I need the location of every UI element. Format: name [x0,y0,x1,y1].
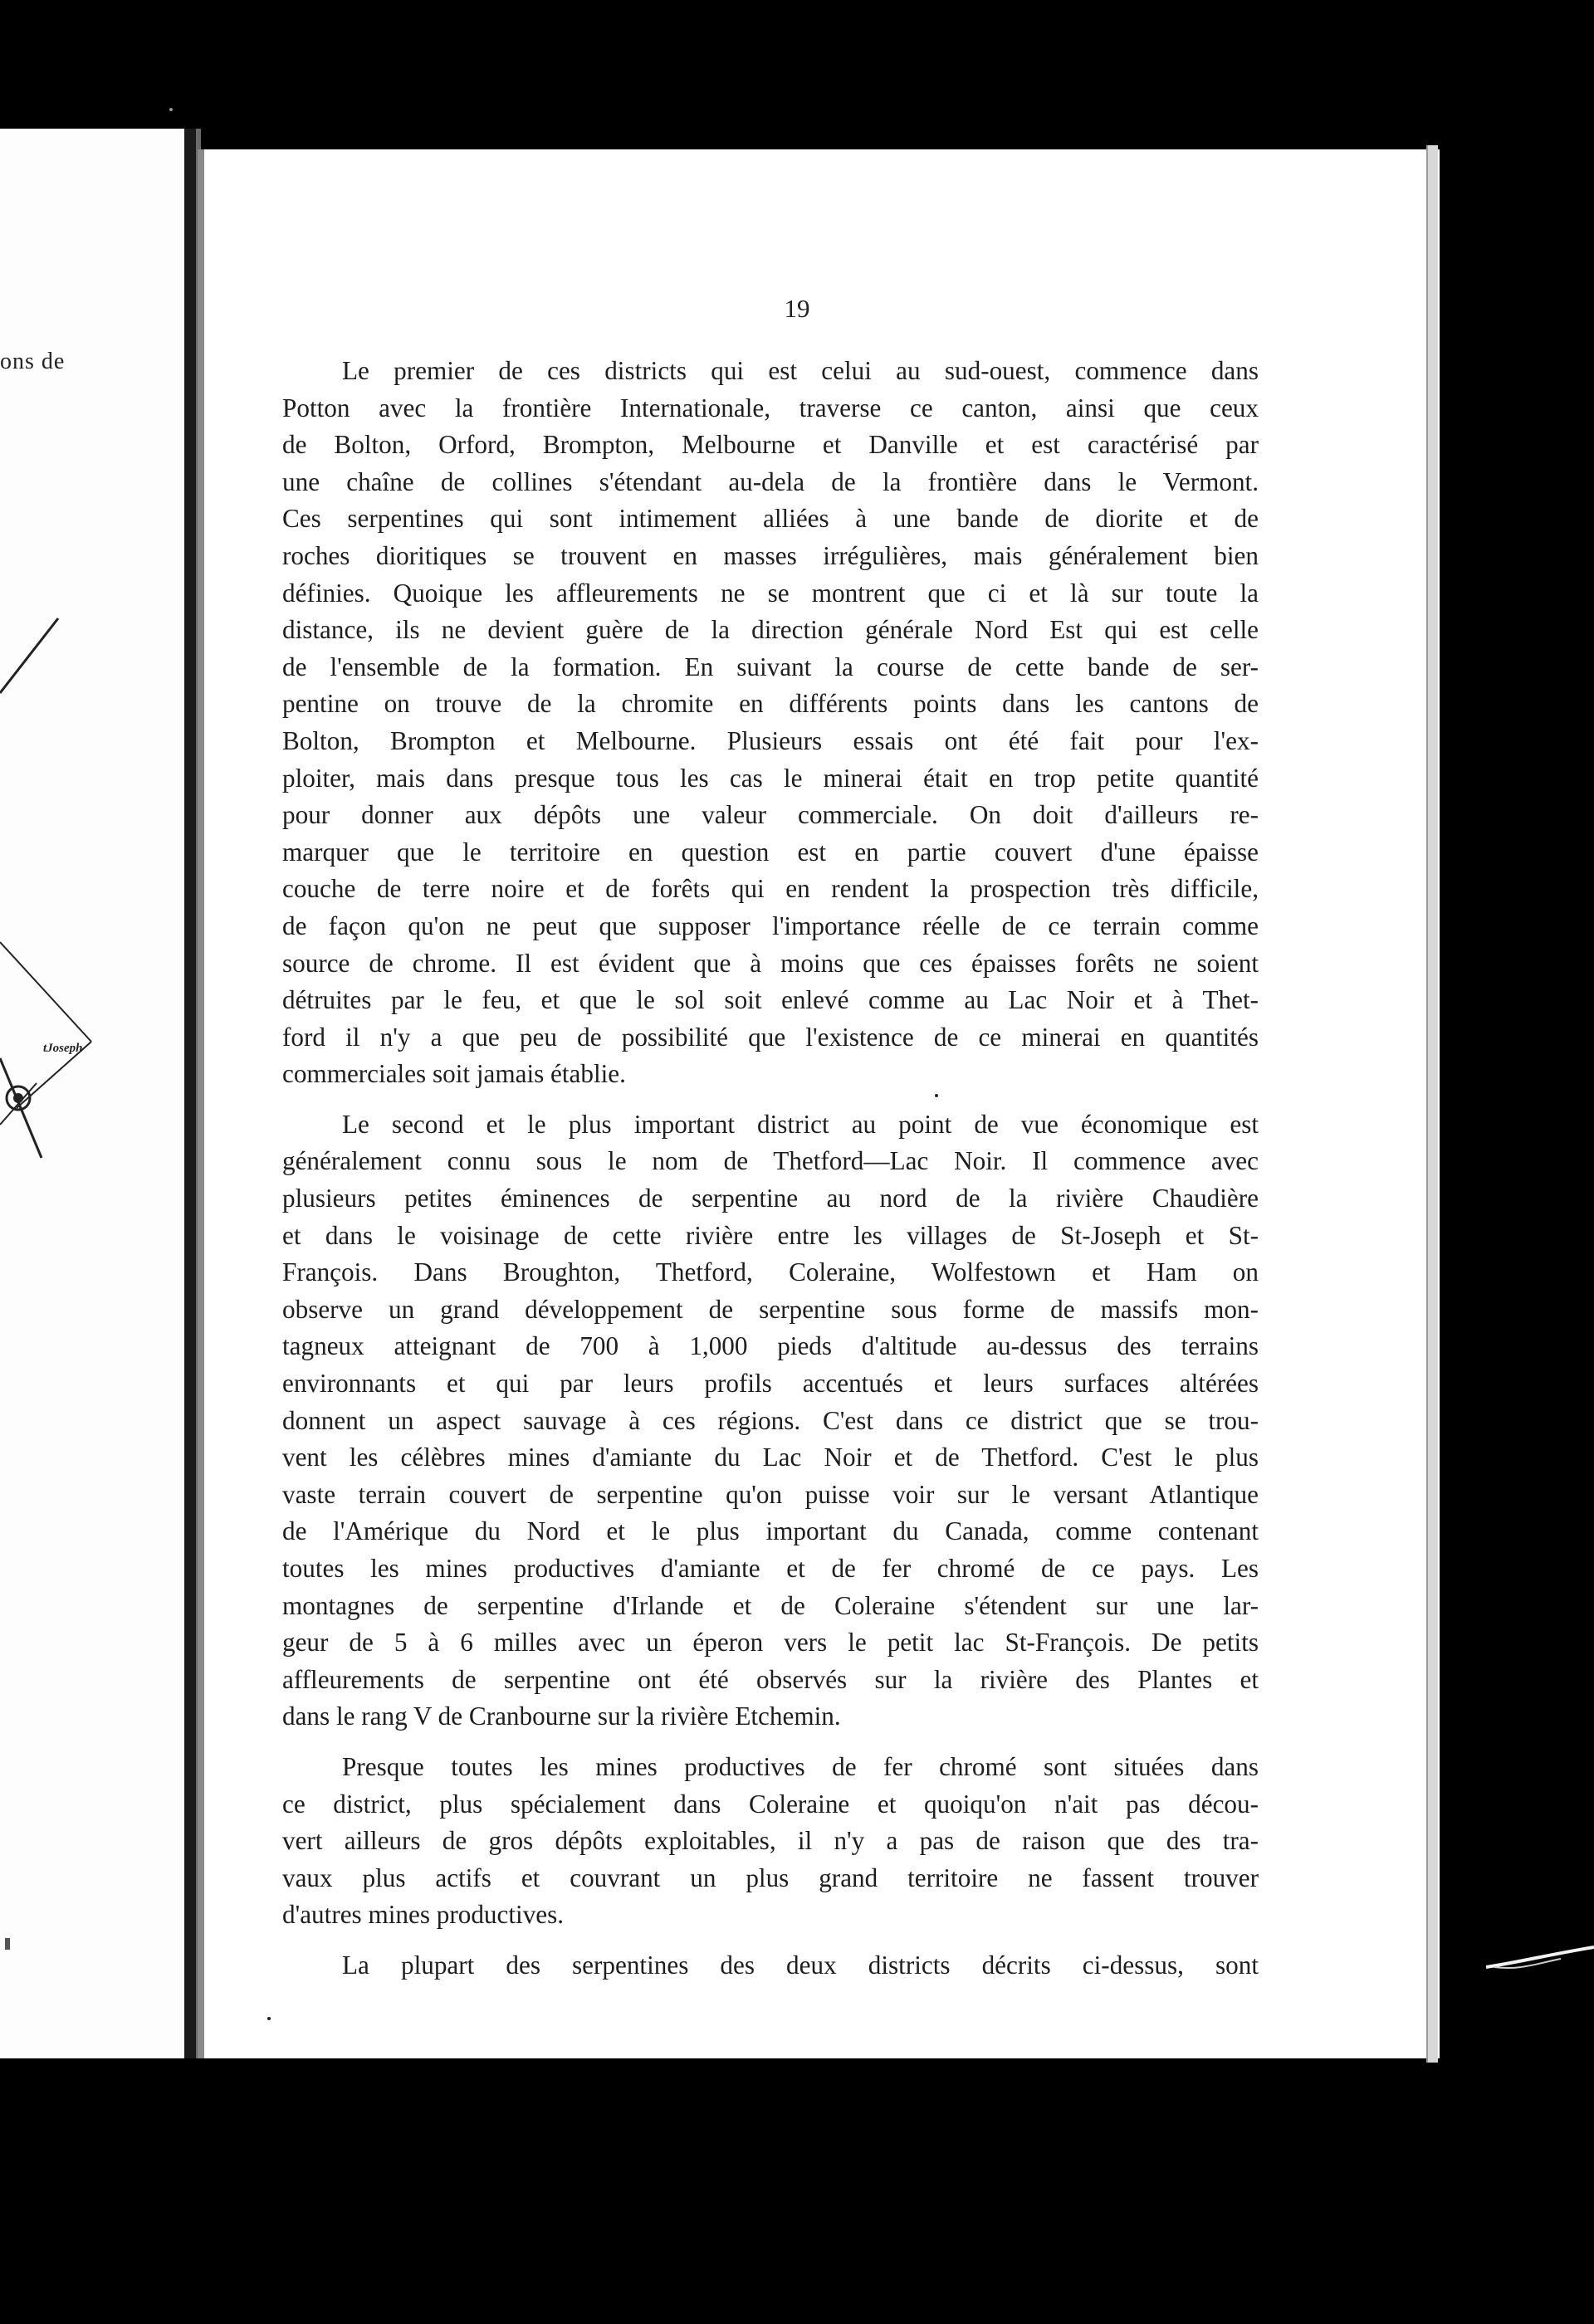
text-line: montagnes de serpentine d'Irlande et de Coleraine s'étendent sur une lar- [282,1590,1259,1620]
text-line: Presque toutes les mines productives de fer chromé sont situées dans [342,1751,1259,1781]
text-line: ford il n'y a que peu de possibilité que l'existence de ce minerai en quantités [282,1022,1259,1052]
scan-artifact-mark [1486,1942,1594,1975]
facing-page-map-drawing [0,593,184,1174]
text-line: geur de 5 à 6 milles avec un éperon vers le petit lac St-François. De petits [282,1628,1259,1658]
text-line: vaste terrain couvert de serpentine qu'on puisse voir sur le versant Atlantique [282,1479,1259,1509]
text-line: La plupart des serpentines des deux districts décrits ci-dessus, sont [342,1950,1259,1980]
paper-speck [169,108,173,111]
text-line: ce district, plus spécialement dans Coleraine et quoiqu'on n'ait pas décou- [282,1789,1259,1819]
text-line: pour donner aux dépôts une valeur commerciale. On doit d'ailleurs re- [282,800,1259,830]
text-line: de Bolton, Orford, Brompton, Melbourne et Danville et est caractérisé par [282,430,1259,460]
text-line: François. Dans Broughton, Thetford, Coleraine, Wolfestown et Ham on [282,1257,1259,1287]
facing-page-mark [5,1938,10,1950]
text-line: pentine on trouve de la chromite en différents points dans les cantons de [282,689,1259,719]
text-line: donnent un aspect sauvage à ces régions. C'est dans ce district que se trou- [282,1405,1259,1435]
text-line: une chaîne de collines s'étendant au-dela de la frontière dans le Vermont. [282,466,1259,496]
text-line: toutes les mines productives d'amiante et de fer chromé de ce pays. Les [282,1554,1259,1583]
paper-speck [935,1094,938,1097]
text-line: plusieurs petites éminences de serpentine au nord de la rivière Chaudière [282,1184,1259,1213]
paper-speck [267,2017,271,2020]
paragraph-1 [282,353,1259,1093]
text-line: distance, ils ne devient guère de la direction générale Nord Est qui est celle [282,615,1259,645]
page-body [282,353,1259,1998]
text-line: Potton avec la frontière Internationale, traverse ce canton, ainsi que ceux [282,393,1259,422]
text-line: vert ailleurs de gros dépôts exploitables, il n'y a pas de raison que des tra- [282,1826,1259,1856]
text-line: roches dioritiques se trouvent en masses irrégulières, mais généralement bien [282,540,1259,570]
facing-page [0,129,196,2058]
text-line: Le second et le plus important district au point de vue économique est [342,1109,1259,1139]
text-line: observe un grand développement de serpentine sous forme de massifs mon- [282,1294,1259,1324]
text-line: et dans le voisinage de cette rivière entre les villages de St-Joseph et St- [282,1220,1259,1250]
paragraph-4 [282,1947,1259,1985]
text-line: de l'Amérique du Nord et le plus important du Canada, comme contenant [282,1516,1259,1546]
text-line: d'autres mines productives. [282,1900,565,1930]
page-number: 19 [784,294,810,323]
text-line: couche de terre noire et de forêts qui en rendent la prospection très difficile, [282,874,1259,904]
text-line: marquer que le territoire en question est en partie couvert d'une épaisse [282,837,1259,867]
text-line: affleurements de serpentine ont été observés sur la rivière des Plantes et [282,1664,1259,1694]
text-line: tagneux atteignant de 700 à 1,000 pieds d'altitude au-dessus des terrains [282,1331,1259,1361]
paragraph-3 [282,1749,1259,1934]
text-line: vaux plus actifs et couvrant un plus grand territoire ne fassent trouver [282,1863,1259,1892]
text-line: de façon qu'on ne peut que supposer l'importance réelle de ce terrain comme [282,911,1259,940]
text-line: dans le rang V de Cranbourne sur la rivière Etchemin. [282,1702,841,1731]
page-edge [1426,145,1438,2063]
text-line: Bolton, Brompton et Melbourne. Plusieurs essais ont été fait pour l'ex- [282,725,1259,755]
text-line: détruites par le feu, et que le sol soit enlevé comme au Lac Noir et à Thet- [282,985,1259,1015]
facing-page-text-fragment: ons de [0,349,66,374]
text-line: commerciales soit jamais établie. [282,1059,626,1089]
paragraph-2 [282,1106,1259,1736]
text-line: généralement connu sous le nom de Thetford—Lac Noir. Il commence avec [282,1146,1259,1176]
facing-page-map-label: tJoseph [43,1042,83,1055]
text-line: source de chrome. Il est évident que à moins que ces épaisses forêts ne soient [282,948,1259,978]
text-line: ploiter, mais dans presque tous les cas le minerai était en trop petite quantité [282,763,1259,793]
text-line: Ces serpentines qui sont intimement alliées à une bande de diorite et de [282,504,1259,534]
text-line: environnants et qui par leurs profils accentués et leurs surfaces altérées [282,1369,1259,1399]
text-line: Le premier de ces districts qui est celui au sud-ouest, commence dans [342,356,1259,385]
text-line: de l'ensemble de la formation. En suivant la course de cette bande de ser- [282,652,1259,681]
text-line: vent les célèbres mines d'amiante du Lac Noir et de Thetford. C'est le plus [282,1443,1259,1472]
text-line: définies. Quoique les affleurements ne se montrent que ci et là sur toute la [282,578,1259,608]
